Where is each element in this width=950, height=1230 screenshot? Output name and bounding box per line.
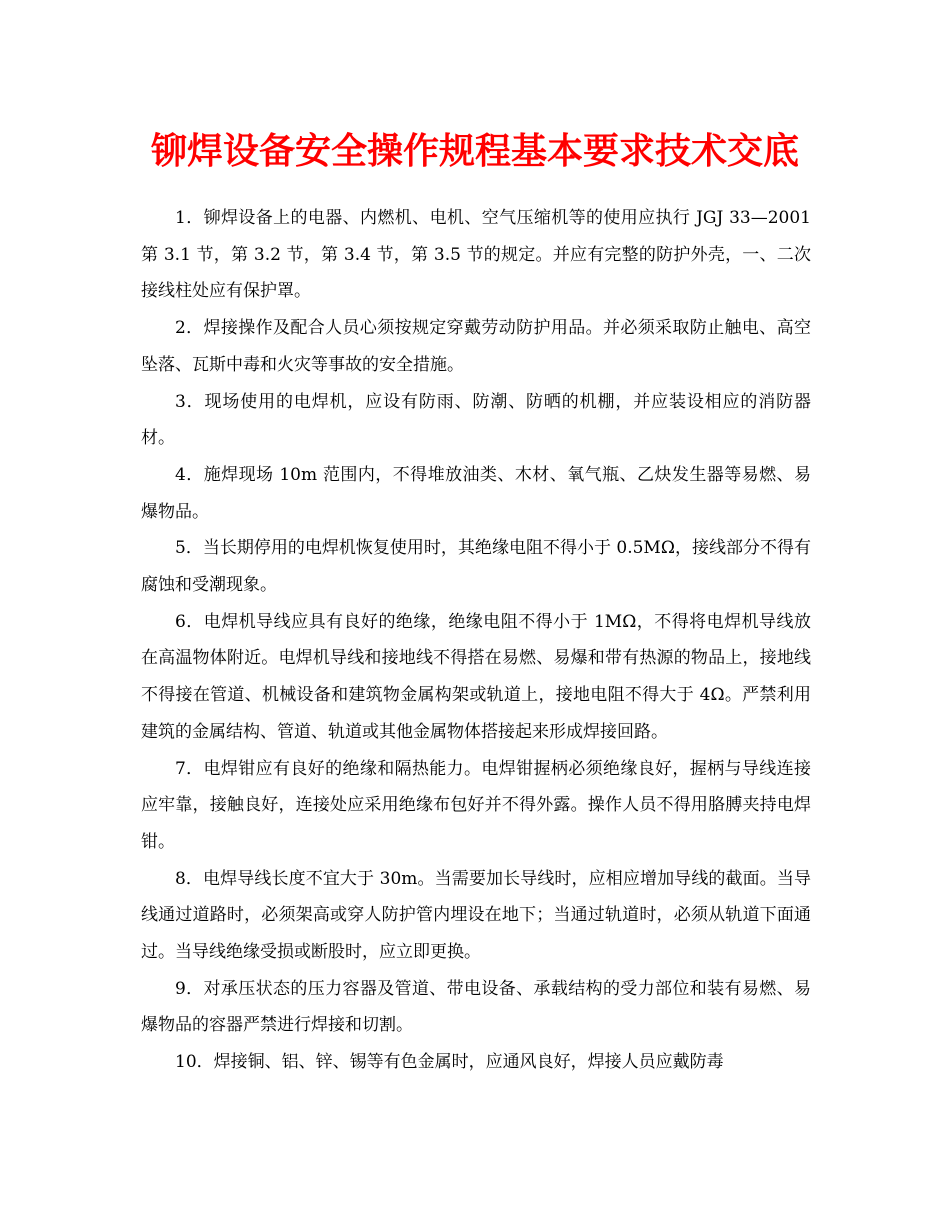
- paragraph-10: 10．焊接铜、铝、锌、锡等有色金属时，应通风良好，焊接人员应戴防毒: [175, 1052, 724, 1073]
- paragraph-7: 7．电焊钳应有良好的绝缘和隔热能力。电焊钳握柄必须绝缘良好，握柄与导线连接应牢靠，接触良好，连接处应采用绝缘布包好并不得外露。操作人员不得用胳膊夹持电焊钳。: [141, 758, 811, 852]
- document-title: 铆焊设备安全操作规程基本要求技术交底: [150, 130, 799, 172]
- paragraph-2: 2．焊接操作及配合人员心须按规定穿戴劳动防护用品。并必须采取防止触电、高空坠落、瓦斯中毒和火灾等事故的安全措施。: [141, 318, 811, 375]
- paragraph-9: 9．对承压状态的压力容器及管道、带电设备、承载结构的受力部位和装有易燃、易爆物品的容器严禁进行焊接和切割。: [141, 978, 811, 1036]
- paragraph-1: 1．铆焊设备上的电器、内燃机、电机、空气压缩机等的使用应执行 JGJ 33—2001 第 3.1 节，第 3.2 节，第 3.4 节，第 3.5 节的规定。并应有完整的防护外壳，一、二次接线柱处应有保护罩。: [141, 208, 811, 302]
- paragraph-3: 3．现场使用的电焊机，应设有防雨、防潮、防晒的机棚，并应装设相应的消防器材。: [141, 391, 811, 449]
- document-body: [141, 200, 811, 1081]
- paragraph-4: 4．施焊现场 10m 范围内，不得堆放油类、木材、氧气瓶、乙炔发生器等易燃、易爆物品。: [141, 464, 811, 522]
- paragraph-6: 6．电焊机导线应具有良好的绝缘，绝缘电阻不得小于 1MΩ，不得将电焊机导线放在高温物体附近。电焊机导线和接地线不得搭在易燃、易爆和带有热源的物品上，接地线不得接在管道、机械设备和建筑物金属构架或轨道上，接地电阻不得大于 4Ω。严禁利用建筑的金属结构、管道、轨道或其他金属物体搭接起来形成焊接回路。: [141, 611, 811, 742]
- paragraph-5: 5．当长期停用的电焊机恢复使用时，其绝缘电阻不得小于 0.5MΩ，接线部分不得有腐蚀和受潮现象。: [141, 538, 811, 596]
- paragraph-8: 8．电焊导线长度不宜大于 30m。当需要加长导线时，应相应增加导线的截面。当导线通过道路时，必须架高或穿人防护管内埋设在地下；当通过轨道时，必须从轨道下面通过。当导线绝缘受损或断股时，应立即更换。: [141, 868, 811, 963]
